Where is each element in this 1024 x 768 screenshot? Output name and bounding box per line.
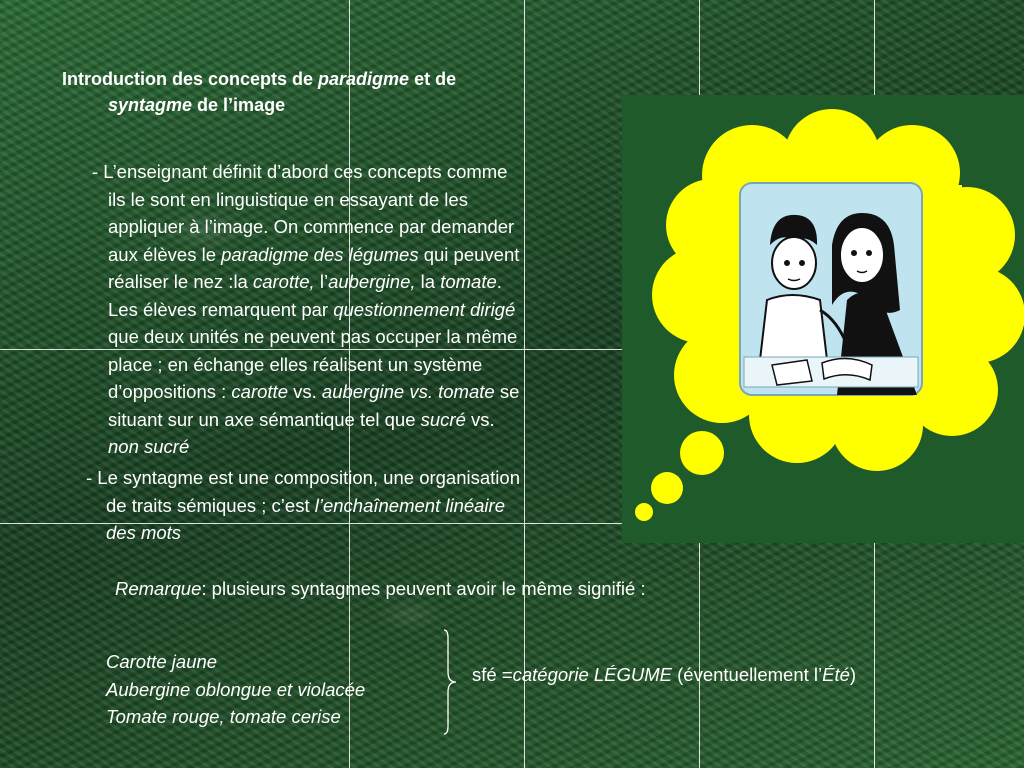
text-fragment: aux élèves le xyxy=(108,243,222,265)
text-line xyxy=(92,268,622,296)
title-text: Introduction des concepts de xyxy=(62,69,319,89)
slide-title xyxy=(62,66,582,118)
title-line-2 xyxy=(62,92,582,118)
curly-brace-icon xyxy=(436,628,460,736)
text-line xyxy=(92,433,622,461)
example-item: Carotte jaune xyxy=(106,651,218,672)
text-fragment: vs. xyxy=(287,381,322,402)
thought-bubble-picture xyxy=(622,95,1024,543)
text-fragment: réaliser le nez :la xyxy=(108,271,253,292)
text-fragment: aubergine, xyxy=(328,271,416,292)
text-fragment: catégorie LÉGUME xyxy=(512,664,672,685)
text-line xyxy=(92,296,622,324)
remark xyxy=(115,578,646,600)
text-fragment: se xyxy=(494,381,520,402)
signifie-line xyxy=(472,664,856,686)
remark-label: Remarque xyxy=(115,578,202,599)
teacher-student-illustration xyxy=(740,183,922,395)
text-fragment: (éventuellement l’ xyxy=(672,664,823,685)
title-text: et de xyxy=(409,69,457,89)
text-line xyxy=(92,378,622,406)
text-fragment: carotte xyxy=(231,381,288,402)
text-fragment: aubergine vs. tomate xyxy=(321,381,495,402)
text-fragment: situant sur un axe sémantique tel que xyxy=(108,408,421,430)
text-line xyxy=(92,406,622,434)
title-term-paradigme: paradigme xyxy=(318,69,410,89)
text-fragment: sfé = xyxy=(472,664,513,685)
example-item: Aubergine oblongue et violacée xyxy=(106,678,366,700)
text-fragment: sucré xyxy=(420,408,466,430)
text-line xyxy=(92,241,622,269)
text-line xyxy=(86,519,626,547)
text-fragment: ) xyxy=(849,664,857,685)
text-fragment: carotte, xyxy=(252,271,315,292)
text-fragment: l’ xyxy=(314,271,329,292)
paragraph-syntagme xyxy=(86,464,626,547)
title-line-1 xyxy=(62,66,582,92)
text-line: ils le sont en linguistique en essayant de les xyxy=(108,188,468,210)
title-text: de l’image xyxy=(192,95,286,115)
text-fragment: . xyxy=(496,271,502,292)
text-fragment: Été xyxy=(822,664,850,685)
text-fragment: qui peuvent xyxy=(418,243,520,265)
text-fragment: de traits sémiques ; c’est xyxy=(106,494,315,516)
text-fragment: la xyxy=(415,271,441,292)
thought-bubble-icon xyxy=(622,95,1024,543)
text-fragment: paradigme des légumes xyxy=(221,243,419,265)
text-fragment: Les élèves remarquent par xyxy=(108,298,334,320)
text-fragment: questionnement dirigé xyxy=(333,298,516,320)
text-line: - L’enseignant définit d’abord ces concepts comme xyxy=(92,161,508,182)
text-fragment: d’oppositions : xyxy=(108,381,232,402)
text-line: que deux unités ne peuvent pas occuper la même xyxy=(108,326,518,347)
remark-text: : plusieurs syntagmes peuvent avoir le même signifié : xyxy=(201,578,646,599)
text-fragment: l’enchaînement linéaire xyxy=(314,494,505,516)
title-term-syntagme: syntagme xyxy=(108,95,193,115)
text-line: appliquer à l’image. On commence par demander xyxy=(108,216,515,237)
example-item: Tomate rouge, tomate cerise xyxy=(106,706,341,727)
text-line xyxy=(86,492,626,520)
text-fragment: tomate xyxy=(440,271,497,292)
text-fragment: vs. xyxy=(465,408,495,430)
examples-list xyxy=(106,648,365,731)
text-fragment: non sucré xyxy=(108,436,190,457)
paragraph-paradigme xyxy=(92,158,622,461)
text-line: - Le syntagme est une composition, une organisation xyxy=(86,467,520,488)
text-fragment: des mots xyxy=(106,522,182,543)
text-line: place ; en échange elles réalisent un système xyxy=(108,353,483,375)
